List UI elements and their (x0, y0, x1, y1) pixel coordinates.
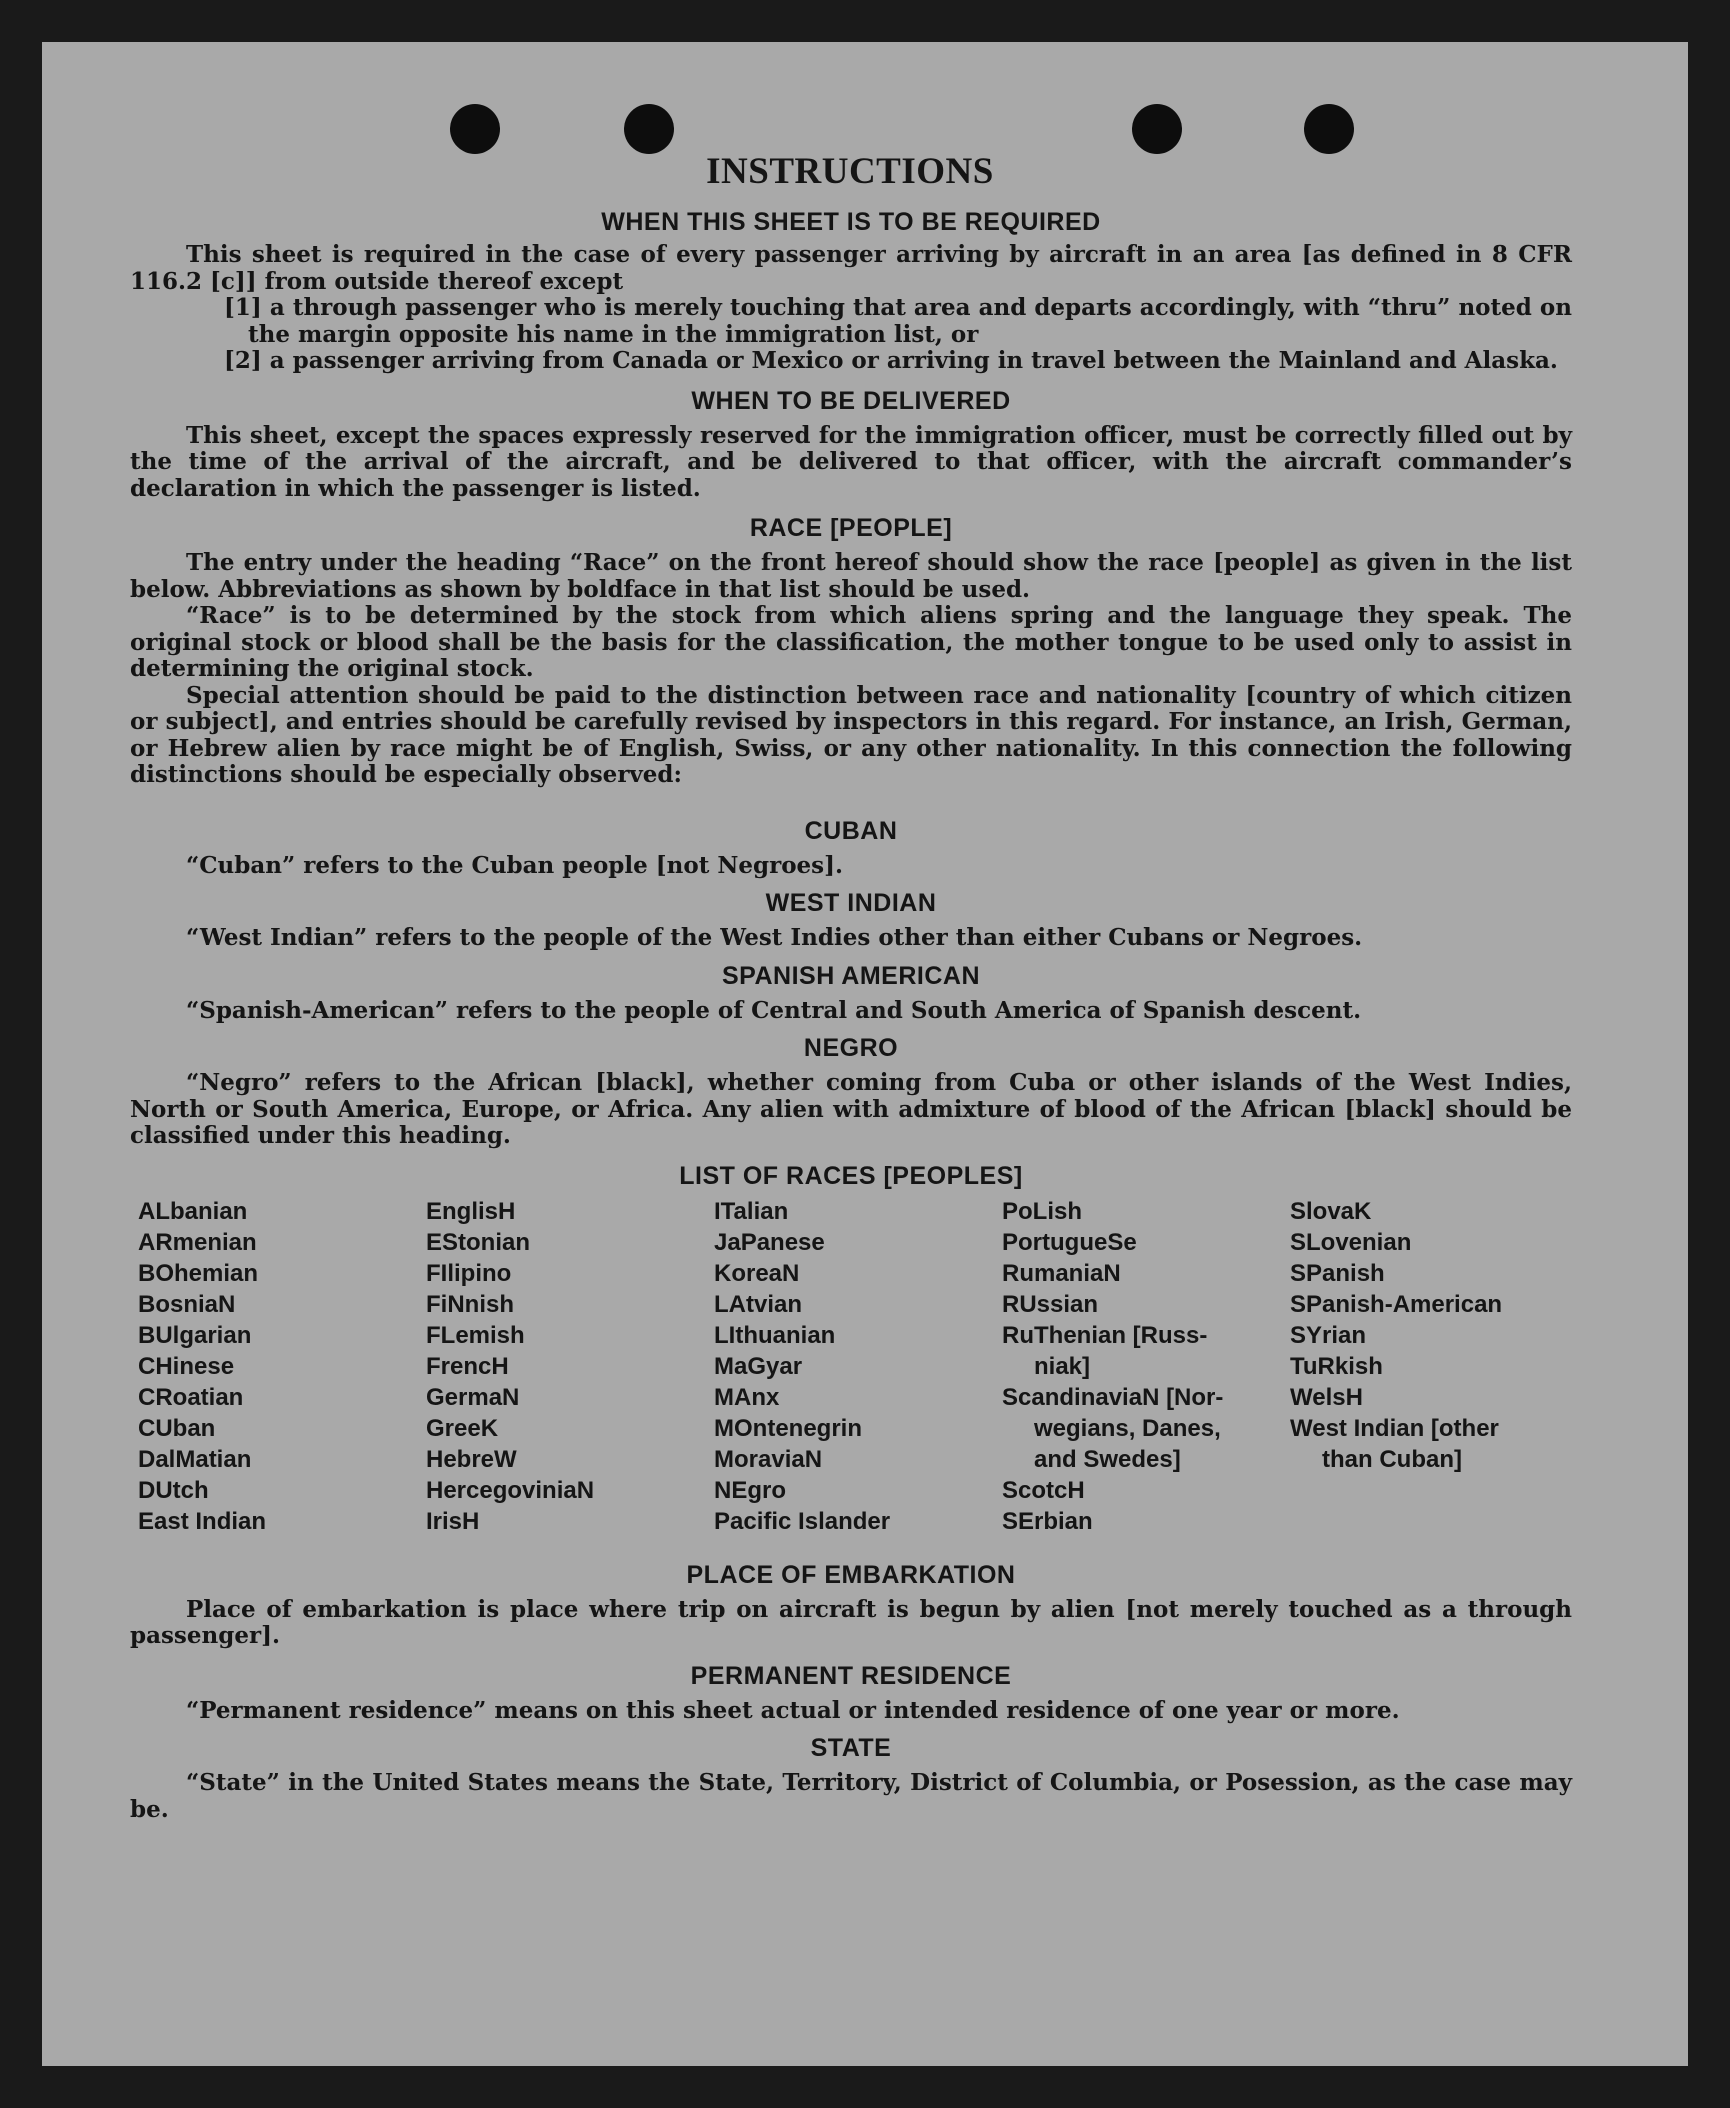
section-heading-west-indian: WEST INDIAN (765, 889, 937, 917)
section-heading-list-of-races: LIST OF RACES [PEOPLES] (679, 1161, 1023, 1190)
race-item: MAnx (714, 1383, 780, 1411)
instructions-body (130, 206, 1572, 1823)
race-item: SPanish-American (1290, 1290, 1503, 1318)
race-item: JaPanese (714, 1228, 825, 1256)
race-item: EnglisH (426, 1197, 516, 1225)
race-item: and Swedes] (1034, 1445, 1181, 1473)
race-item: DalMatian (138, 1445, 252, 1473)
section-heading-cuban: CUBAN (804, 816, 898, 845)
race-item: CRoatian (138, 1383, 244, 1411)
race-item: BosniaN (138, 1290, 236, 1318)
race-item: FLemish (426, 1321, 525, 1349)
race-item: niak] (1034, 1352, 1091, 1380)
race-item: MaGyar (714, 1352, 803, 1380)
race-item: RUssian (1002, 1290, 1099, 1318)
section-heading-when-delivered: WHEN TO BE DELIVERED (691, 386, 1011, 415)
race-item: EStonian (426, 1228, 531, 1256)
race-item: wegians, Danes, (1034, 1414, 1221, 1442)
race-list-column-1 (138, 1196, 426, 1537)
race-item: LAtvian (714, 1290, 803, 1318)
race-item: LIthuanian (714, 1321, 836, 1349)
race-item: PortugueSe (1002, 1228, 1137, 1256)
punch-hole (624, 104, 674, 154)
race-item: ALbanian (138, 1197, 248, 1225)
race-item: WelsH (1290, 1383, 1363, 1411)
embarkation-text: Place of embarkation is place where trip on aircraft is begun by alien [not merely touched as a through passenger]. (130, 1595, 1572, 1649)
section-heading-when-required: WHEN THIS SHEET IS TO BE REQUIRED (601, 208, 1101, 236)
race-paragraph-1: The entry under the heading “Race” on the front hereof should show the race [people] as given in the list below. Abbreviations as shown by boldface in that list should be used. (130, 549, 1572, 603)
race-list-column-4 (1002, 1196, 1290, 1537)
race-item: KoreaN (714, 1259, 800, 1287)
race-item: ITalian (714, 1197, 789, 1225)
race-item: BUlgarian (138, 1321, 252, 1349)
cuban-text: “Cuban” refers to the Cuban people [not Negroes]. (186, 851, 844, 879)
race-item: FiNnish (426, 1290, 514, 1318)
race-item: RuThenian [Russ- (1002, 1321, 1208, 1349)
when-required-item-2: [2] a passenger arriving from Canada or Mexico or arriving in travel between the Mainland and Alaska. (224, 347, 1558, 374)
race-item: CHinese (138, 1352, 235, 1380)
page-title: INSTRUCTIONS (706, 151, 994, 192)
race-item: FIlipino (426, 1259, 512, 1287)
race-item: HercegoviniaN (426, 1476, 595, 1504)
race-paragraph-3: Special attention should be paid to the distinction between race and nationality [country of which citizen or subject], and entries should be carefully revised by inspectors in this regard. For instance, an Irish, German, or Hebrew alien by race might be of English, Swiss, or any other nationality. In this connection the following distinctions should be especially observed: (130, 681, 1572, 788)
when-required-item-1: [1] a through passenger who is merely touching that area and departs accordingly, with “thru” noted on the margin opposite his name in the immigration list, or (224, 294, 1572, 348)
race-paragraph-2: “Race” is to be determined by the stock from which aliens spring and the language they speak. The original stock or blood shall be the basis for the classification, the mother tongue to be used only to assist in determining the original stock. (130, 602, 1572, 682)
negro-text: “Negro” refers to the African [black], whether coming from Cuba or other islands of the West Indies, North or South America, Europe, or Africa. Any alien with admixture of blood of the African [black] should be classified under this heading. (130, 1069, 1572, 1149)
race-item: RumaniaN (1002, 1259, 1121, 1287)
race-item: SYrian (1290, 1321, 1367, 1349)
race-item: SlovaK (1290, 1197, 1372, 1225)
race-item: DUtch (138, 1476, 209, 1504)
race-item: GermaN (426, 1383, 520, 1411)
section-heading-embarkation: PLACE OF EMBARKATION (686, 1560, 1016, 1589)
race-item: NEgro (714, 1476, 786, 1504)
race-item: SLovenian (1290, 1228, 1412, 1256)
race-item: PoLish (1002, 1197, 1083, 1225)
race-item: West Indian [other (1290, 1414, 1499, 1442)
when-required-intro: This sheet is required in the case of every passenger arriving by aircraft in an area [as defined in 8 CFR 116.2 [c]] from outside thereof except (130, 241, 1572, 295)
punch-hole (1304, 104, 1354, 154)
section-heading-spanish-american: SPANISH AMERICAN (721, 961, 980, 990)
race-item: ScandinaviaN [Nor- (1002, 1383, 1224, 1411)
section-heading-negro: NEGRO (803, 1034, 899, 1062)
race-item: HebreW (426, 1445, 517, 1473)
race-list-column-3 (714, 1196, 1002, 1537)
section-heading-permanent-residence: PERMANENT RESIDENCE (690, 1661, 1012, 1690)
race-item: FrencH (426, 1352, 509, 1380)
punch-hole (450, 104, 500, 154)
race-item: than Cuban] (1322, 1445, 1462, 1473)
permanent-residence-text: “Permanent residence” means on this sheet actual or intended residence of one year or more. (186, 1696, 1400, 1724)
section-heading-race: RACE [PEOPLE] (749, 514, 953, 542)
race-item: CUban (138, 1414, 216, 1442)
state-text: “State” in the United States means the State, Territory, District of Columbia, or Posession, as the case may be. (130, 1769, 1572, 1823)
race-list-column-5 (1290, 1196, 1578, 1537)
race-item: East Indian (138, 1507, 267, 1535)
race-item: SPanish (1290, 1259, 1385, 1287)
spanish-american-text: “Spanish-American” refers to the people of Central and South America of Spanish descent. (186, 996, 1362, 1024)
race-item: ScotcH (1002, 1476, 1085, 1504)
section-heading-state: STATE (810, 1734, 892, 1762)
race-item: GreeK (426, 1414, 499, 1442)
race-list-column-2 (426, 1196, 714, 1537)
race-item: TuRkish (1290, 1352, 1383, 1380)
when-delivered-text: This sheet, except the spaces expressly reserved for the immigration officer, must be correctly filled out by the time of the arrival of the aircraft, and be delivered to that officer, with the aircraft commander’s declaration in which the passenger is listed. (130, 421, 1572, 502)
punch-hole (1132, 104, 1182, 154)
west-indian-text: “West Indian” refers to the people of the West Indies other than either Cubans or Negroes. (186, 924, 1363, 951)
race-list (138, 1196, 1572, 1537)
race-item: ARmenian (138, 1228, 257, 1256)
race-item: BOhemian (138, 1259, 259, 1287)
race-item: IrisH (426, 1507, 480, 1535)
race-item: MoraviaN (714, 1445, 823, 1473)
race-item: MOntenegrin (714, 1414, 862, 1442)
race-item: SErbian (1002, 1507, 1093, 1535)
race-item: Pacific Islander (714, 1507, 891, 1535)
